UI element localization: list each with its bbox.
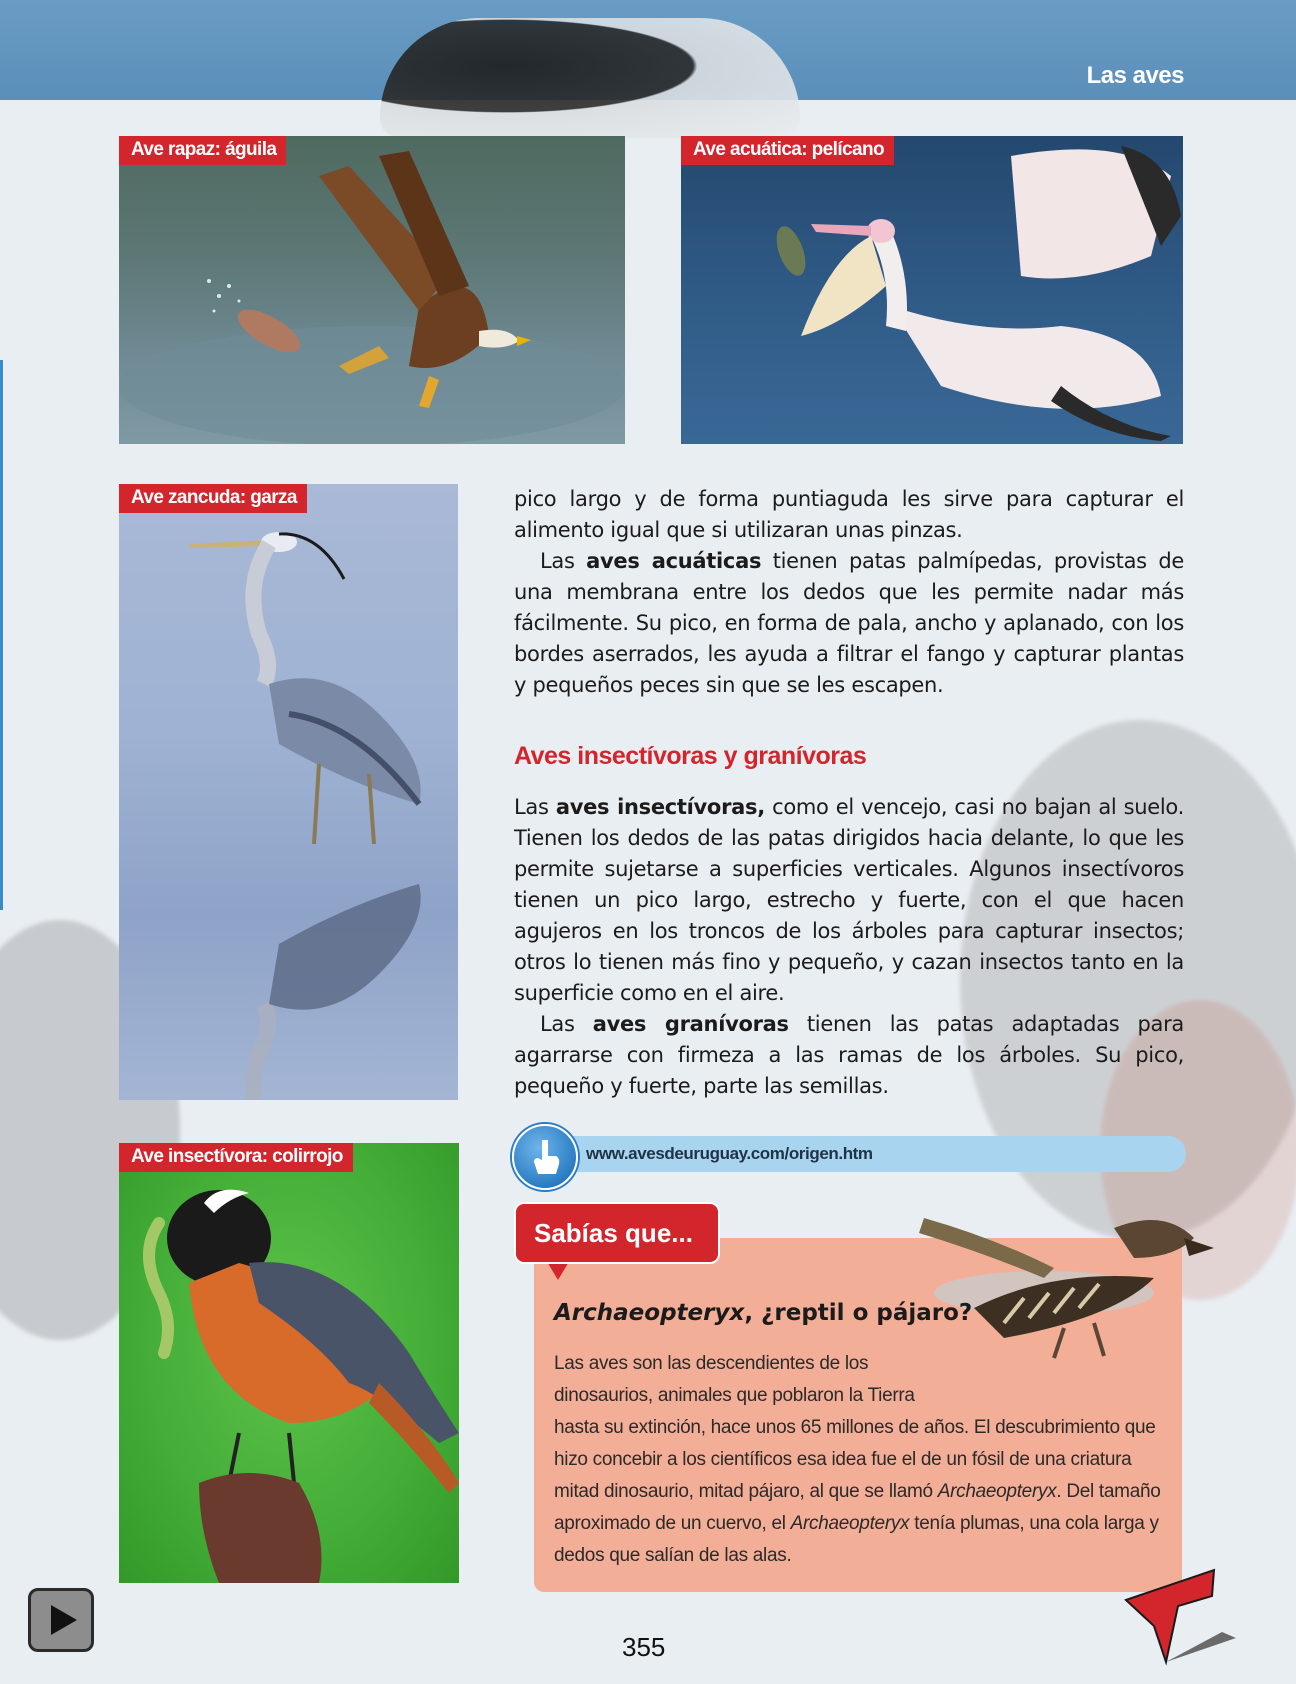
page-number: 355 bbox=[622, 1632, 666, 1662]
heron-photo-label: Ave zancuda: garza bbox=[119, 484, 307, 513]
text-run: tenía plumas, una cola larga y dedos que salían de las alas. bbox=[554, 1513, 1159, 1566]
page-section-title: Las aves bbox=[1086, 62, 1184, 89]
paragraph-aves-insectivoras bbox=[514, 792, 1184, 1009]
eagle-photo-label: Ave rapaz: águila bbox=[119, 136, 286, 165]
pelican-photo-label: Ave acuática: pelícano bbox=[681, 136, 894, 165]
text-run: Las bbox=[514, 795, 556, 819]
play-button[interactable] bbox=[28, 1588, 94, 1652]
body-text-block-1 bbox=[514, 484, 1184, 701]
subtitle-italic-term: Archaeopteryx bbox=[554, 1300, 745, 1326]
body-text-block-2 bbox=[514, 792, 1184, 1102]
publisher-logo-icon bbox=[1118, 1566, 1238, 1666]
pelican-illustration bbox=[681, 136, 1183, 444]
sabias-line: Las aves son las descendientes de los bbox=[554, 1353, 869, 1374]
text-run: Las bbox=[540, 1012, 593, 1036]
text-run: hasta su extinción, hace unos 65 millones de años. El descubrimiento que hizo concebir a los científicos esa idea fue el de un fósil de una criatura mitad dinosaurio, mitad pájaro, al que se llamó bbox=[554, 1417, 1156, 1502]
eagle-illustration bbox=[119, 136, 625, 444]
hand-pointer-icon[interactable] bbox=[512, 1124, 578, 1190]
paragraph-aves-acuaticas bbox=[514, 546, 1184, 701]
redstart-photo bbox=[119, 1143, 459, 1583]
text-run: como el vencejo, casi no bajan al suelo. Tienen los dedos de las patas dirigidos hacia delante, lo que les permite sujetarse a superficies verticales. Algunos insectívoros tienen un pico largo, estrecho y fuerte, con el que hacen agujeros en los troncos de los árboles para capturar insectos; otros lo tienen más fino y pequeño, y cazan insectos tanto en la superficie como en el aire. bbox=[514, 795, 1184, 1005]
sabias-que-text bbox=[554, 1348, 1164, 1572]
bold-term-aves-acuaticas: aves acuáticas bbox=[586, 549, 762, 573]
text-run: Las bbox=[540, 549, 587, 573]
archaeopteryx-illustration bbox=[914, 1198, 1222, 1368]
redstart-illustration bbox=[119, 1143, 459, 1583]
heron-illustration bbox=[119, 484, 458, 1100]
bold-term-aves-insectivoras: aves insectívoras, bbox=[555, 795, 765, 819]
sabias-paragraph bbox=[554, 1412, 1164, 1572]
left-edge-bar bbox=[0, 360, 3, 910]
sabias-que-subtitle bbox=[554, 1300, 972, 1326]
eagle-photo bbox=[119, 136, 625, 444]
paragraph-pico: pico largo y de forma puntiaguda les sirve para capturar el alimento igual que si utilizaran unas pinzas. bbox=[514, 487, 1184, 542]
header-puffin-image bbox=[380, 18, 800, 138]
italic-term-archaeopteryx: Archaeopteryx bbox=[790, 1513, 910, 1534]
heron-photo bbox=[119, 484, 458, 1100]
subtitle-rest: , ¿reptil o pájaro? bbox=[744, 1300, 973, 1326]
text-run: tienen las patas adaptadas para agarrarse con firmeza a las ramas de los árboles. Su pico, pequeño y fuerte, parte las semillas. bbox=[514, 1012, 1184, 1098]
sabias-que-tag: Sabías que... bbox=[514, 1202, 720, 1264]
paragraph-aves-granivoras bbox=[514, 1009, 1184, 1102]
text-run: . Del tamaño aproximado de un cuervo, el bbox=[554, 1481, 1161, 1534]
sabias-line: dinosaurios, animales que poblaron la Tierra bbox=[554, 1385, 915, 1406]
bold-term-aves-granivoras: aves granívoras bbox=[592, 1012, 789, 1036]
italic-term-archaeopteryx: Archaeopteryx bbox=[937, 1481, 1057, 1502]
section-heading: Aves insectívoras y granívoras bbox=[514, 742, 867, 770]
pelican-photo bbox=[681, 136, 1183, 444]
web-link-url[interactable]: www.avesdeuruguay.com/origen.htm bbox=[586, 1144, 873, 1163]
text-run: tienen patas palmípedas, provistas de una membrana entre los dedos que les permite nadar más fácilmente. Su pico, en forma de pala, ancho y aplanado, con los bordes aserrados, les ayuda a filtrar el fango y capturar plantas y pequeños peces sin que se les escapen. bbox=[514, 549, 1184, 697]
redstart-photo-label: Ave insectívora: colirrojo bbox=[119, 1143, 353, 1172]
